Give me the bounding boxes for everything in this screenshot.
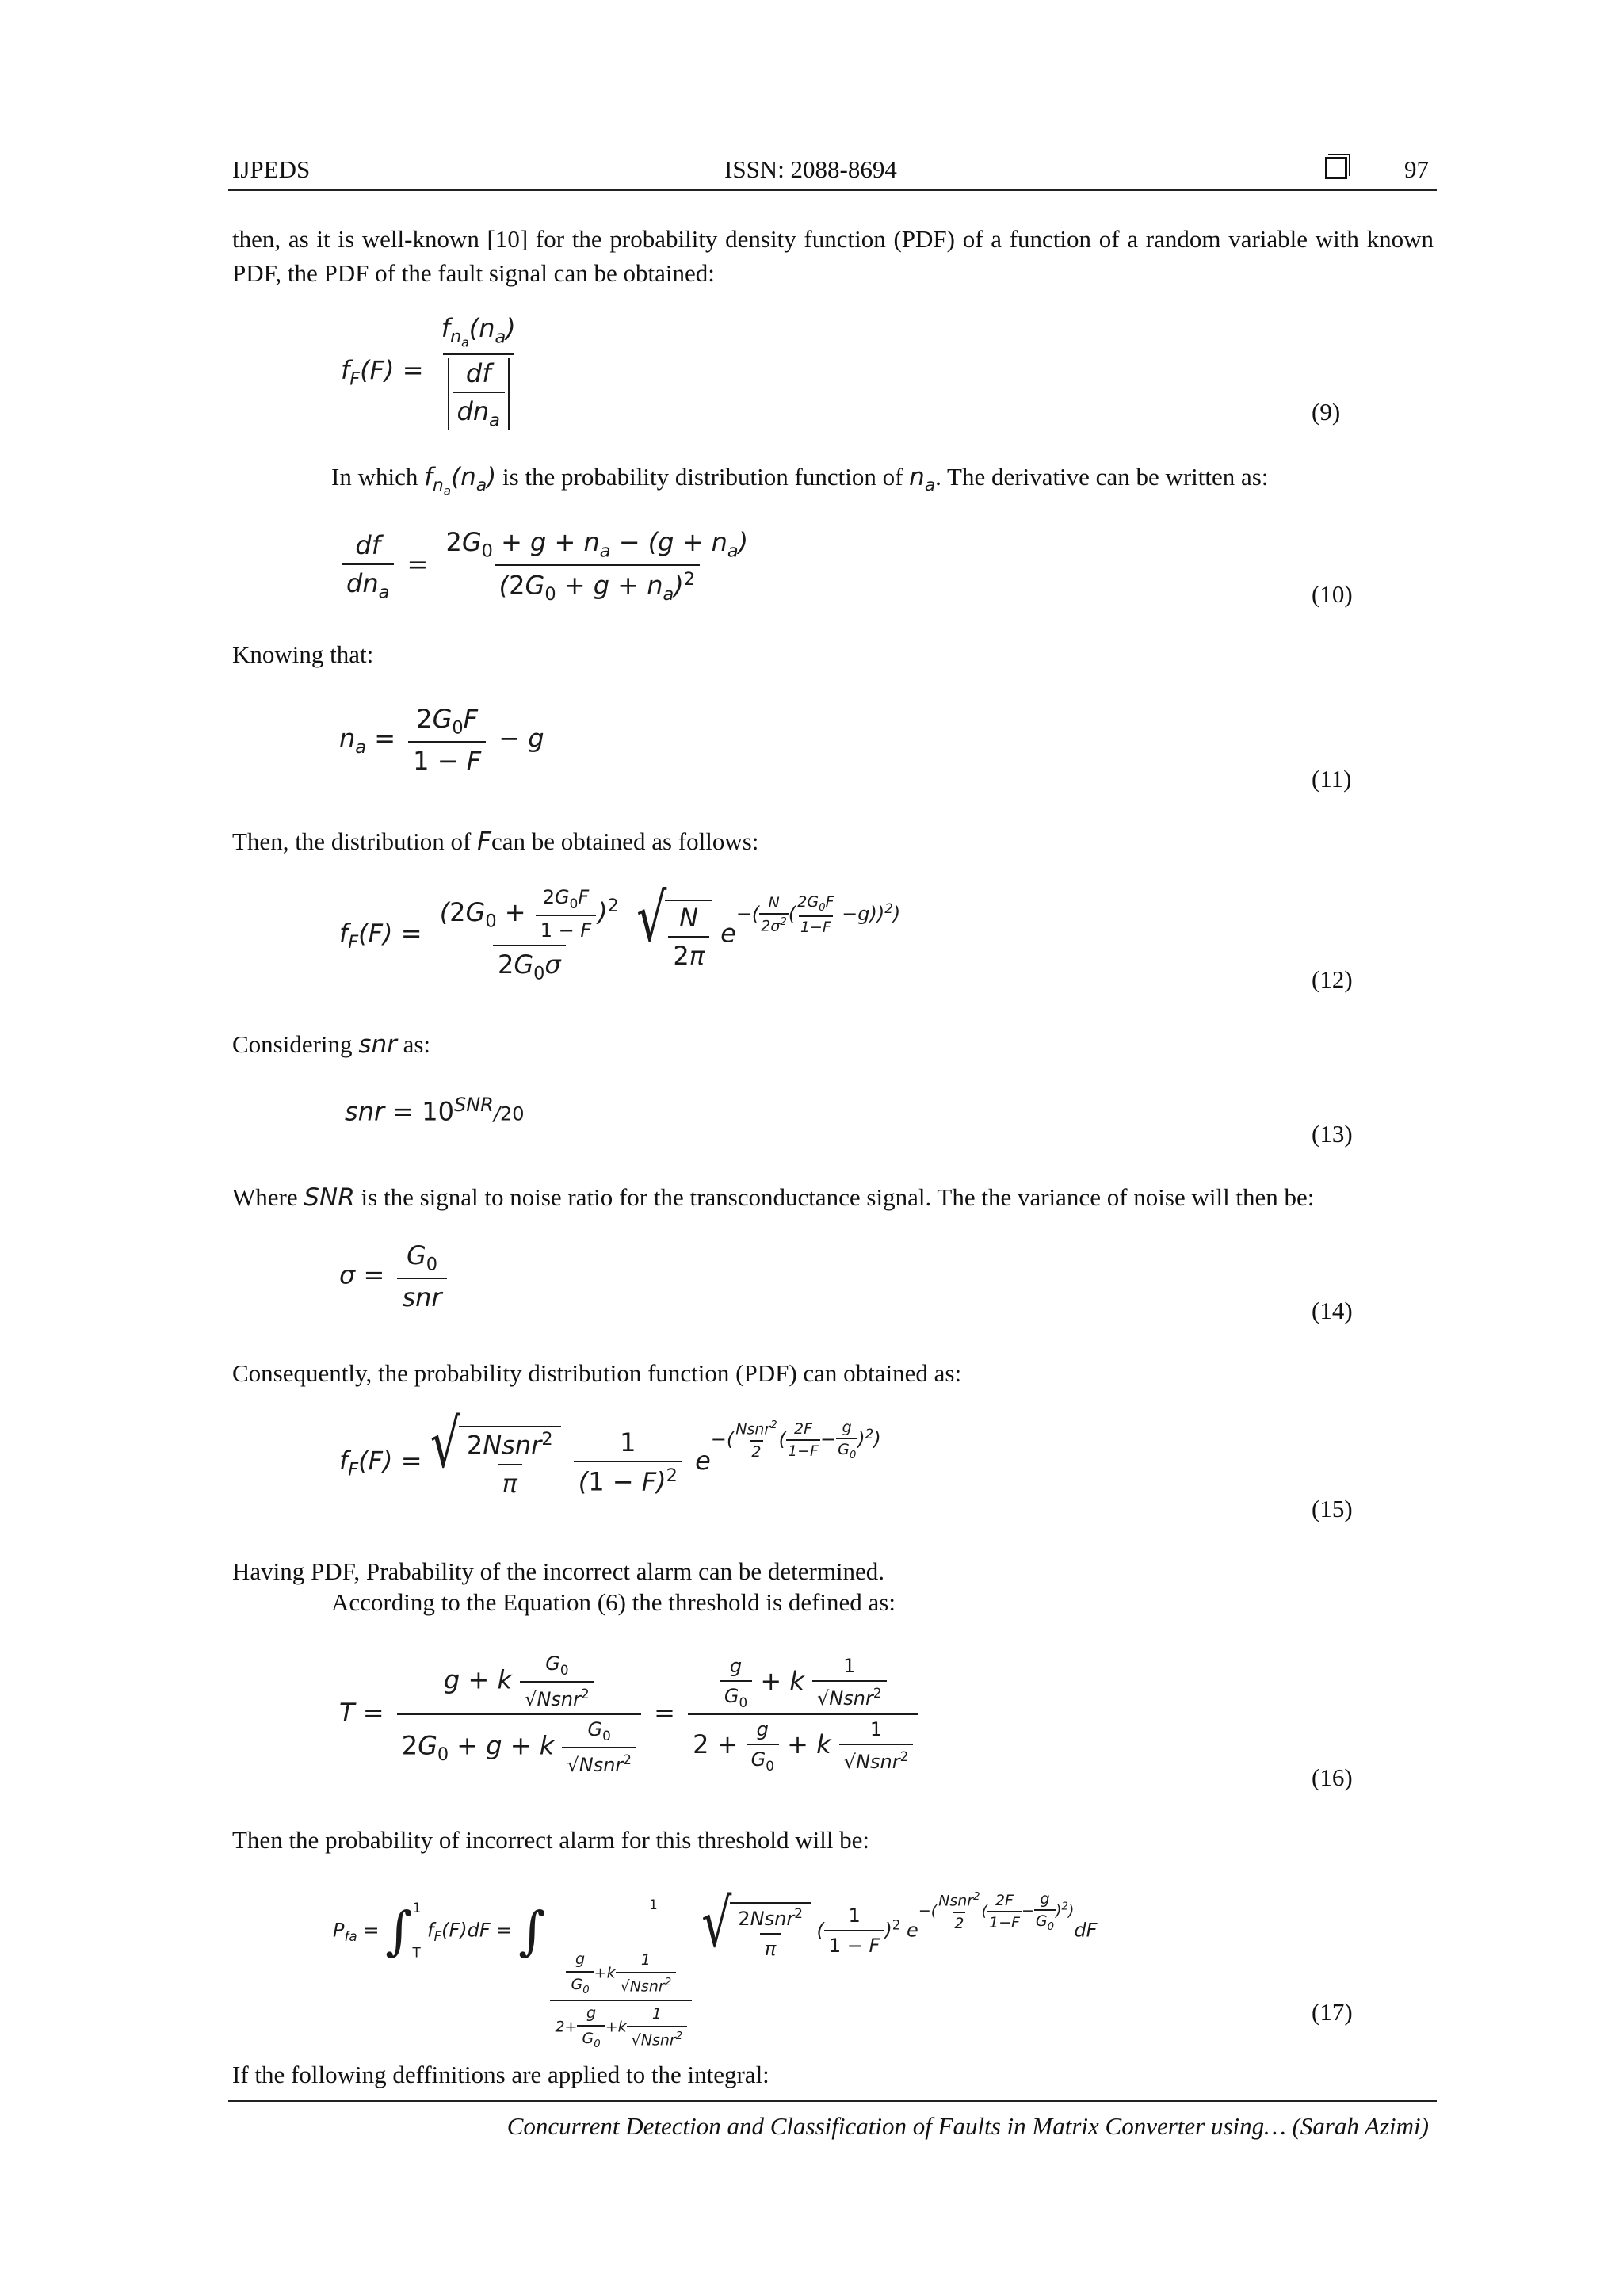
- equation-number-16: (16): [1312, 1763, 1353, 1791]
- paragraph-where-snr: Where SNR is the signal to noise ratio for the transconductance signal. The the variance of noise will then be:: [232, 1183, 1315, 1212]
- paragraph-having-pdf: Having PDF, Prabability of the incorrect alarm can be determined.: [232, 1557, 885, 1585]
- journal-name: IJPEDS: [232, 155, 311, 183]
- equation-number-11: (11): [1312, 765, 1352, 793]
- equation-13: snr = $10^{SNR}/20$: [345, 1094, 525, 1127]
- paragraph-intro: then, as it is well-known [10] for the probability density function (PDF) of a function of a random variable with known PDF, the PDF of the fault signal can be obtained:: [232, 225, 1434, 287]
- equation-15: $f_F(F)$ = √ $\frac{2Nsnr^2}{\pi}$ $\frac{1}{(1 - F)^2}$ $e^{-( \frac{Nsnr^2}{2} ( \frac{2F}{1-F} - \frac{g}{G_0} )^2)}$: [339, 1405, 881, 1499]
- equation-12: $f_F(F)$ = ($2G_0$ + $\frac{2G_0F}{1 - F}$ )$^2$ $2G_0\sigma$ √ $\frac{N}{2\pi}$ $e^{-( \frac{N}{2\sigma^2} ( \frac{2G_0F}{1-F} -g))^2)}$: [339, 879, 901, 984]
- equation-number-10: (10): [1312, 580, 1353, 608]
- paragraph-threshold: According to the Equation (6) the threshold is defined as:: [331, 1588, 896, 1616]
- equation-number-9: (9): [1312, 398, 1341, 426]
- equation-16: T = g + k $\frac{G_0}{√Nsnr^2}$ $2G_0 + g + k$ $\frac{G_0}{√Nsnr^2}$ = $\frac{g}{G_0}$ + k $\frac{1}{√Nsnr^2}$ 2 + $\frac{g}{G_0}$ + k $\frac{1}{√Nsnr^2}$: [339, 1652, 922, 1776]
- paragraph-knowing: Knowing that:: [232, 640, 374, 668]
- equation-10: $\frac{df}{dn_a}$ = $\frac{2G_0 + g + n_a - (g + n_a)}{(2G_0 + g + n_a)^2}$: [337, 527, 758, 605]
- paragraph-in-which: In which $f_{n_a}(n_a)$ is the probability distribution function of $n_a$. The derivative can be written as:: [331, 463, 1269, 499]
- issn: ISSN: 2088-8694: [724, 155, 897, 183]
- paragraph-distribution: Then, the distribution of Fcan be obtained as follows:: [232, 827, 759, 856]
- equation-9: $f_F(F)$ = $\frac{f_{n_a}(n_a)}{\frac{df}{dn_a}}$: [341, 313, 516, 431]
- equation-number-17: (17): [1312, 1998, 1353, 2026]
- equation-number-13: (13): [1312, 1120, 1353, 1148]
- footer-rule: [228, 2100, 1437, 2102]
- equation-14: σ = $\frac{G_0}{\text{snr}}$: [339, 1240, 452, 1312]
- equation-number-12: (12): [1312, 965, 1353, 993]
- paragraph-definitions: If the following deffinitions are applied to the integral:: [232, 2061, 769, 2088]
- running-footer: Concurrent Detection and Classification of Faults in Matrix Converter using… (Sarah Azimi): [506, 2112, 1429, 2140]
- square-bullet-icon: [1325, 155, 1347, 184]
- header-rule: [228, 189, 1437, 191]
- equation-11: $n_a$ = $\frac{2G_0F}{1 - F}$ − g: [339, 704, 544, 777]
- page-number: 97: [1404, 155, 1429, 183]
- equation-number-15: (15): [1312, 1495, 1353, 1522]
- equation-17: $P_{fa} = \int_T^1$ $f_F(F)dF$ = ∫ $\frac{g}{G_0}$ +k $\frac{1}{√Nsnr^2}$ 2+ $\frac{g}{G_0}$ +k $\frac{1}{√Nsnr^2}$ $^1$ √ $\frac{2Nsnr^2}{\pi}$ ( $\frac{1}{1 - F}$ )$^2$ $e^{-( \frac{Nsnr^2}{2} ( \frac{2F}{1-F} - \frac{g}{G_0} )^2)}dF$: [333, 1885, 1098, 2050]
- equation-number-14: (14): [1312, 1297, 1353, 1324]
- paragraph-consequently: Consequently, the probability distribution function (PDF) can obtained as:: [232, 1359, 962, 1387]
- paragraph-incorrect-alarm: Then the probability of incorrect alarm for this threshold will be:: [232, 1826, 870, 1854]
- paragraph-considering: Considering snr as:: [232, 1030, 431, 1059]
